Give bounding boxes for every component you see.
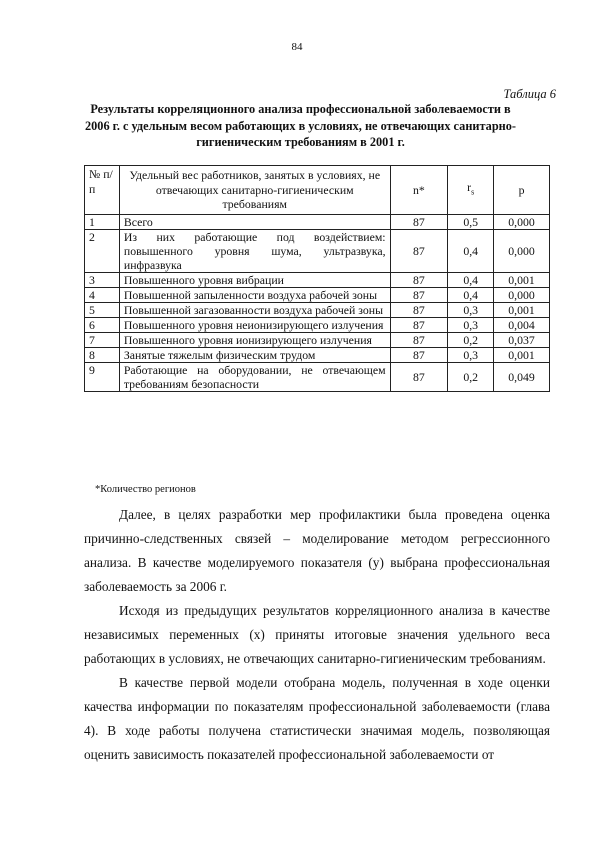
table-title: Результаты корреляционного анализа профессиональной заболеваемости в 2006 г. с удельным весом работающих в условиях, не отвечающих санитарно-гигиеническим требованиям в 2001 г. (85, 102, 516, 149)
cell-n: 87 (390, 303, 448, 318)
table-row (85, 230, 550, 273)
cell-description: Занятые тяжелым физическим трудом (119, 348, 390, 363)
cell-rs: 0,3 (448, 348, 494, 363)
table-row (85, 333, 550, 348)
header-rs (448, 166, 494, 215)
cell-n: 87 (390, 230, 448, 273)
header-n: n* (390, 166, 448, 215)
cell-p: 0,000 (494, 215, 550, 230)
table-row (85, 215, 550, 230)
table-body (85, 215, 550, 392)
cell-n: 87 (390, 215, 448, 230)
header-p: p (494, 166, 550, 215)
results-table (84, 165, 550, 392)
page-number: 84 (291, 41, 303, 53)
cell-rs: 0,4 (448, 288, 494, 303)
cell-description: Повышенной загазованности воздуха рабочей зоны (119, 303, 390, 318)
cell-number: 9 (85, 363, 120, 392)
header-rs-sub: s (471, 187, 475, 197)
body-text (84, 503, 550, 767)
cell-p: 0,037 (494, 333, 550, 348)
table-row (85, 273, 550, 288)
paragraph: В качестве первой модели отобрана модель, полученная в ходе оценки качества информации по показателям профессиональной заболеваемости (глава 4). В ходе работы получена статистически значимая модель, позволяющая оценить зависимость показателей профессиональной заболеваемости от (84, 675, 550, 762)
cell-rs: 0,2 (448, 333, 494, 348)
paragraph: Далее, в целях разработки мер профилактики была проведена оценка причинно-следственных связей – моделирование методом регрессионного анализа. В качестве моделируемого показателя (y) выбрана профессиональная заболеваемость за 2006 г. (84, 507, 550, 594)
cell-description: Работающие на оборудовании, не отвечающем требованиям безопасности (119, 363, 390, 392)
cell-rs: 0,4 (448, 230, 494, 273)
header-number: № п/п (85, 166, 120, 215)
cell-rs: 0,3 (448, 303, 494, 318)
cell-p: 0,001 (494, 348, 550, 363)
footnote: *Количество регионов (95, 484, 196, 495)
cell-rs: 0,2 (448, 363, 494, 392)
cell-p: 0,000 (494, 230, 550, 273)
table-row (85, 348, 550, 363)
cell-rs: 0,4 (448, 273, 494, 288)
header-rs-main: r (467, 180, 472, 195)
cell-p: 0,001 (494, 273, 550, 288)
table-row (85, 318, 550, 333)
cell-number: 4 (85, 288, 120, 303)
paragraph: Исходя из предыдущих результатов корреляционного анализа в качестве независимых переменных (x) приняты итоговые значения удельного веса работающих в условиях, не отвечающих санитарно-гигиеническим требованиям. (84, 603, 550, 666)
cell-number: 5 (85, 303, 120, 318)
table-caption: Таблица 6 (503, 87, 556, 101)
table-row (85, 303, 550, 318)
cell-rs: 0,5 (448, 215, 494, 230)
cell-p: 0,049 (494, 363, 550, 392)
cell-number: 6 (85, 318, 120, 333)
cell-n: 87 (390, 273, 448, 288)
cell-p: 0,000 (494, 288, 550, 303)
cell-description: Повышенной запыленности воздуха рабочей зоны (119, 288, 390, 303)
table-header-row (85, 166, 550, 215)
cell-n: 87 (390, 333, 448, 348)
header-description: Удельный вес работников, занятых в условиях, не отвечающих санитарно-гигиеническим требованиям (119, 166, 390, 215)
cell-description: Всего (119, 215, 390, 230)
cell-number: 2 (85, 230, 120, 273)
table-row (85, 288, 550, 303)
cell-description: Из них работающие под воздействием: повышенного уровня шума, ультразвука, инфразвука (119, 230, 390, 273)
cell-n: 87 (390, 288, 448, 303)
cell-n: 87 (390, 363, 448, 392)
cell-p: 0,004 (494, 318, 550, 333)
table-row (85, 363, 550, 392)
cell-description: Повышенного уровня вибрации (119, 273, 390, 288)
cell-description: Повышенного уровня ионизирующего излучения (119, 333, 390, 348)
cell-number: 7 (85, 333, 120, 348)
cell-number: 3 (85, 273, 120, 288)
cell-number: 8 (85, 348, 120, 363)
cell-n: 87 (390, 348, 448, 363)
cell-description: Повышенного уровня неионизирующего излучения (119, 318, 390, 333)
cell-number: 1 (85, 215, 120, 230)
cell-p: 0,001 (494, 303, 550, 318)
cell-rs: 0,3 (448, 318, 494, 333)
cell-n: 87 (390, 318, 448, 333)
